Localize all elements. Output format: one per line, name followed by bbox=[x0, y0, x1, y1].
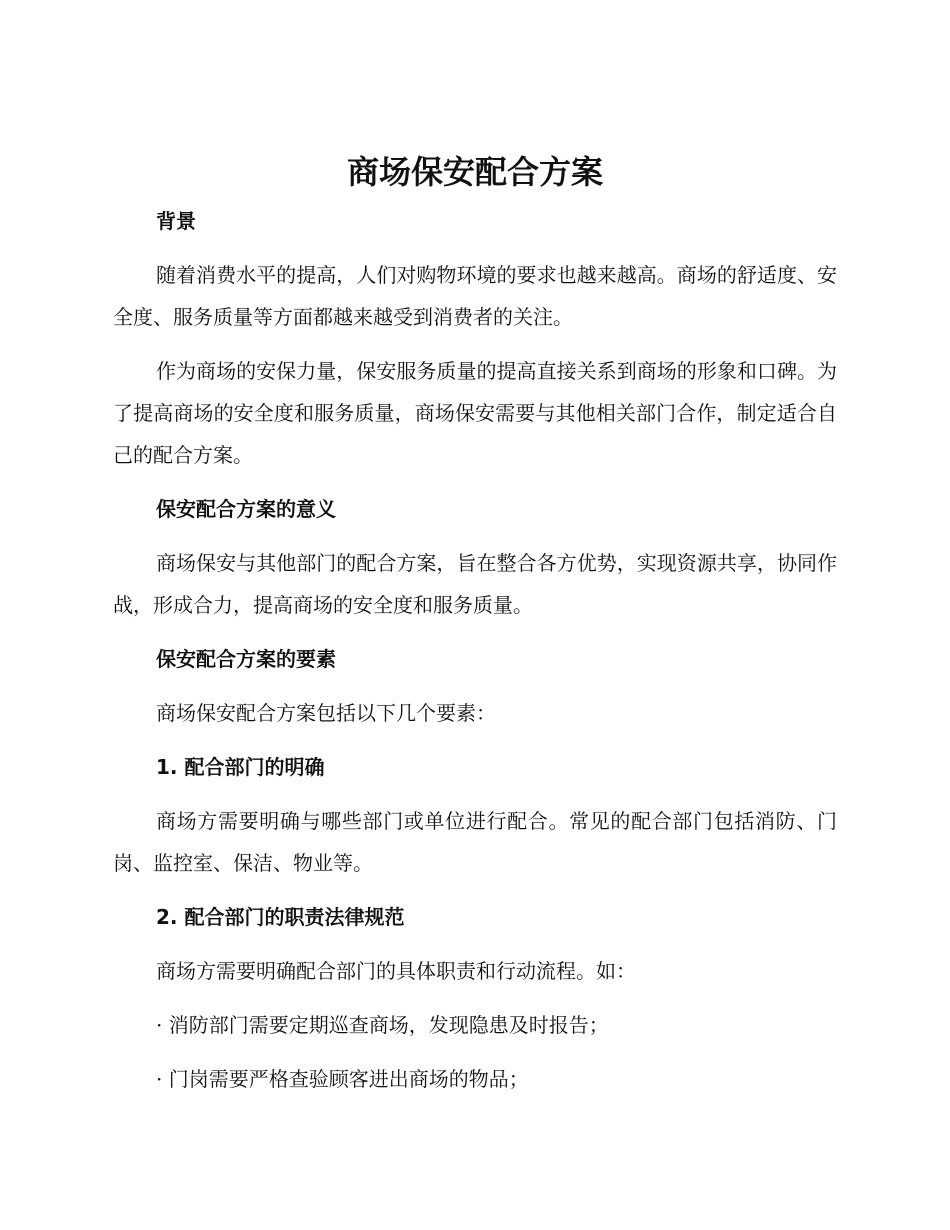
list-item-bullet-1: · 消防部门需要定期巡查商场，发现隐患及时报告； bbox=[156, 1013, 609, 1037]
paragraph-background-1: 随着消费水平的提高，人们对购物环境的要求也越来越高。商场的舒适度、安全度、服务质量等方面都越来越受到消费者的关注。 bbox=[113, 263, 837, 329]
list-item-bullet-2: · 门岗需要严格查验顾客进出商场的物品； bbox=[156, 1067, 529, 1091]
heading-item-1: 1. 配合部门的明确 bbox=[156, 755, 325, 779]
paragraph-item-2: 商场方需要明确配合部门的具体职责和行动流程。如： bbox=[156, 959, 636, 983]
paragraph-background-2: 作为商场的安保力量，保安服务质量的提高直接关系到商场的形象和口碑。为了提高商场的安全度和服务质量，商场保安需要与其他相关部门合作，制定适合自己的配合方案。 bbox=[113, 359, 837, 467]
document-body bbox=[113, 200, 837, 1100]
paragraph-elements-1: 商场保安配合方案包括以下几个要素： bbox=[156, 701, 496, 725]
paragraph-item-1: 商场方需要明确与哪些部门或单位进行配合。常见的配合部门包括消防、门岗、监控室、保洁、物业等。 bbox=[113, 809, 837, 875]
heading-item-2: 2. 配合部门的职责法律规范 bbox=[156, 905, 405, 929]
heading-meaning: 保安配合方案的意义 bbox=[156, 497, 336, 521]
document-title: 商场保安配合方案 bbox=[346, 153, 603, 191]
paragraph-meaning-1: 商场保安与其他部门的配合方案，旨在整合各方优势，实现资源共享，协同作战，形成合力，提高商场的安全度和服务质量。 bbox=[113, 551, 837, 617]
heading-elements: 保安配合方案的要素 bbox=[156, 647, 336, 671]
heading-background: 背景 bbox=[156, 209, 196, 233]
